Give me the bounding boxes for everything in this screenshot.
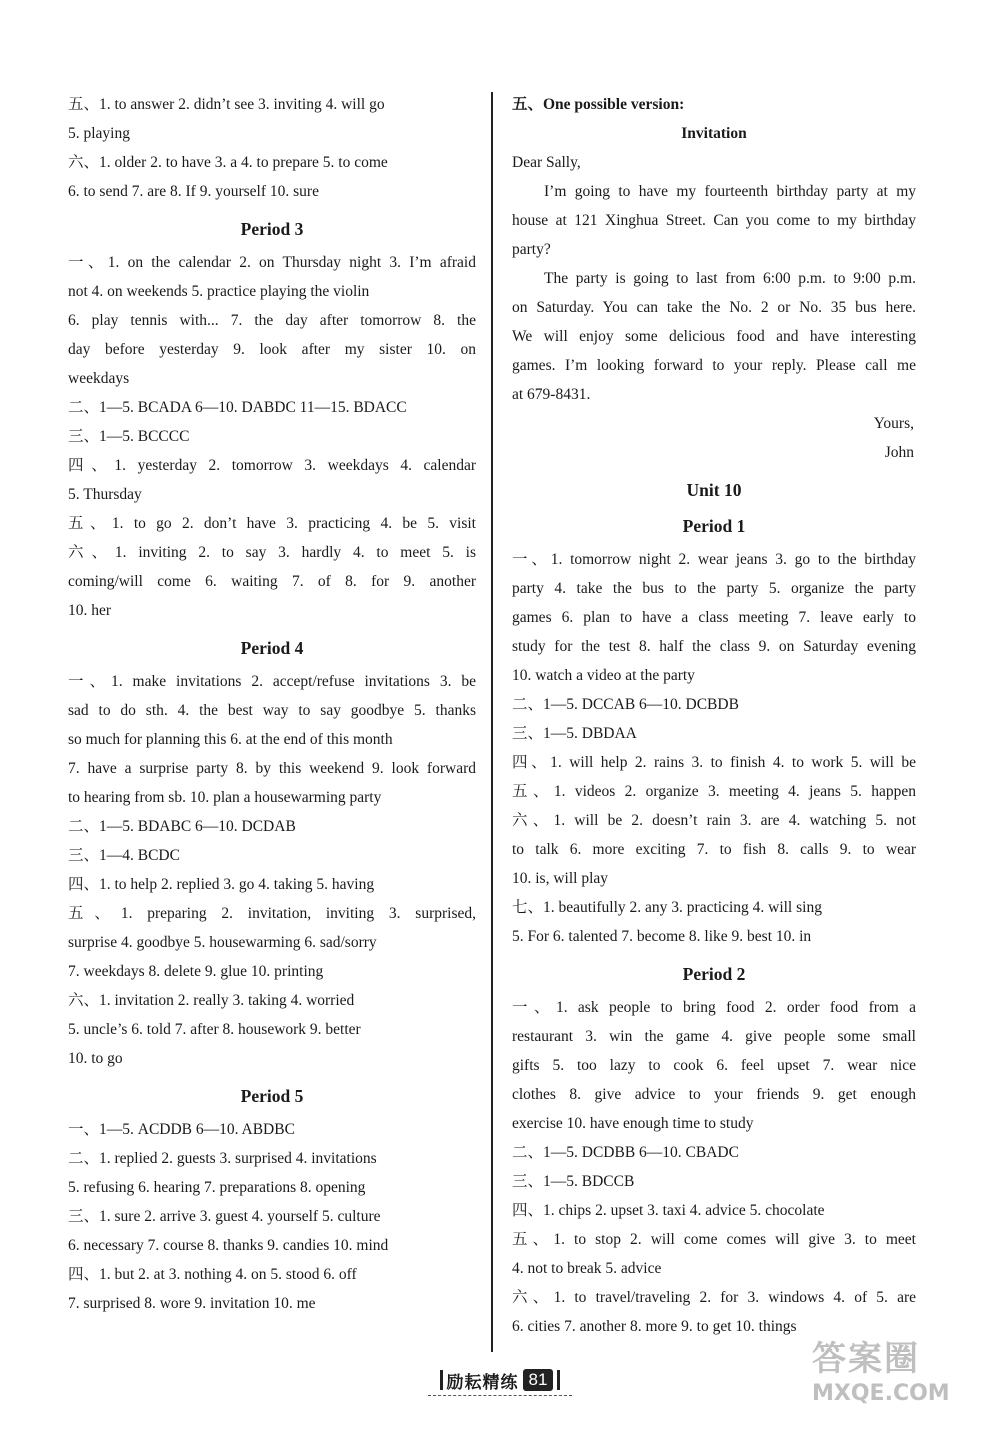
answer-line: 5. For 6. talented 7. become 8. like 9. best 10. in — [512, 928, 812, 945]
answer-line: 三、1—5. DBDAA — [512, 725, 637, 742]
page-footer — [420, 1364, 580, 1396]
answer-line: sad to do sth. 4. the best way to say goodbye 5. thanks — [68, 702, 476, 719]
section-heading-period-3: Period 3 — [240, 219, 304, 239]
section-heading-period-2: Period 2 — [682, 964, 746, 984]
answer-line: 二、1—5. DCDBB 6—10. CBADC — [512, 1144, 739, 1161]
answer-line: 五、1. to stop 2. will come comes will give 3. to meet — [512, 1231, 916, 1248]
answer-line: 7. surprised 8. wore 9. invitation 10. me — [68, 1295, 316, 1312]
watermark — [812, 1338, 992, 1423]
answer-line: surprise 4. goodbye 5. housewarming 6. sad/sorry — [68, 934, 377, 951]
essay-line: games. I’m looking forward to your reply. Please call me — [512, 357, 916, 374]
answer-line: 四、1. yesterday 2. tomorrow 3. weekdays 4. calendar — [68, 457, 476, 474]
essay-signature: John — [884, 444, 914, 461]
essay-line: party? — [512, 241, 551, 258]
answer-line: 三、1. sure 2. arrive 3. guest 4. yourself 5. culture — [68, 1208, 381, 1225]
answer-line: 一、1—5. ACDDB 6—10. ABDBC — [68, 1121, 295, 1138]
answer-line: 六、1. older 2. to have 3. a 4. to prepare 5. to come — [68, 154, 388, 171]
answer-line: 5. uncle’s 6. told 7. after 8. housework 9. better — [68, 1021, 361, 1038]
sample-essay — [512, 90, 916, 467]
section-heading-period-1: Period 1 — [682, 516, 746, 536]
answer-line: 六、1. to travel/traveling 2. for 3. windows 4. of 5. are — [512, 1289, 916, 1306]
answer-line: 6. cities 7. another 8. more 9. to get 10. things — [512, 1318, 797, 1335]
answer-line: 五、1. videos 2. organize 3. meeting 4. jeans 5. happen — [512, 783, 916, 800]
answer-line: 七、1. beautifully 2. any 3. practicing 4. will sing — [512, 899, 822, 916]
answer-line: clothes 8. give advice to your friends 9. get enough — [512, 1086, 916, 1103]
answer-line: party 4. take the bus to the party 5. organize the party — [512, 580, 916, 597]
footer-bar-right — [557, 1370, 560, 1390]
answer-line: 五、1. to answer 2. didn’t see 3. inviting 4. will go — [68, 96, 385, 113]
answer-line: to hearing from sb. 10. plan a housewarming party — [68, 789, 382, 806]
answer-line: 五、1. to go 2. don’t have 3. practicing 4. be 5. visit — [68, 515, 476, 532]
essay-line: house at 121 Xinghua Street. Can you come to my birthday — [512, 212, 916, 229]
section-heading-period-5: Period 5 — [240, 1086, 304, 1106]
answer-line: so much for planning this 6. at the end of this month — [68, 731, 393, 748]
answers-period-4 — [68, 667, 476, 1073]
essay-line: We will enjoy some delicious food and have interesting — [512, 328, 916, 345]
answers-block-top — [68, 90, 476, 206]
answer-line: 三、1—5. BDCCB — [512, 1173, 635, 1190]
answer-line: 二、1—5. BDABC 6—10. DCDAB — [68, 818, 296, 835]
answer-line: 六、1. invitation 2. really 3. taking 4. worried — [68, 992, 355, 1009]
essay-line: at 679-8431. — [512, 386, 591, 403]
answer-line: restaurant 3. win the game 4. give people some small — [512, 1028, 916, 1045]
answer-line: 二、1. replied 2. guests 3. surprised 4. invitations — [68, 1150, 377, 1167]
page-number: 81 — [523, 1369, 554, 1391]
answer-line: 4. not to break 5. advice — [512, 1260, 662, 1277]
right-column — [512, 90, 916, 1341]
answer-line: 六、1. inviting 2. to say 3. hardly 4. to meet 5. is — [68, 544, 476, 561]
essay-title: Invitation — [681, 125, 747, 142]
answer-line: to talk 6. more exciting 7. to fish 8. calls 9. to wear — [512, 841, 916, 858]
answer-line: 10. watch a video at the party — [512, 667, 695, 684]
section-heading-period-4: Period 4 — [240, 638, 304, 658]
answer-line: 6. necessary 7. course 8. thanks 9. candies 10. mind — [68, 1237, 389, 1254]
answer-line: 10. is, will play — [512, 870, 609, 887]
answer-line: not 4. on weekends 5. practice playing the violin — [68, 283, 370, 300]
essay-line: on Saturday. You can take the No. 2 or No. 35 bus here. — [512, 299, 916, 316]
answer-line: 一、1. ask people to bring food 2. order food from a — [512, 999, 916, 1016]
answer-line: 一、1. make invitations 2. accept/refuse invitations 3. be — [68, 673, 476, 690]
essay-salutation: Dear Sally, — [512, 154, 581, 171]
answer-line: 5. Thursday — [68, 486, 142, 503]
answer-line: 5. refusing 6. hearing 7. preparations 8. opening — [68, 1179, 366, 1196]
answer-line: 5. playing — [68, 125, 130, 142]
answers-period-5 — [68, 1115, 476, 1318]
answer-line: 二、1—5. BCADA 6—10. DABDC 11—15. BDACC — [68, 399, 407, 416]
answer-line: coming/will come 6. waiting 7. of 8. for 9. another — [68, 573, 476, 590]
essay-line: I’m going to have my fourteenth birthday party at my — [544, 183, 916, 200]
footer-bar-left — [440, 1370, 443, 1390]
answer-line: 10. her — [68, 602, 112, 619]
answer-line: 三、1—5. BCCCC — [68, 428, 190, 445]
answer-line: gifts 5. too lazy to cook 6. feel upset 7. wear nice — [512, 1057, 916, 1074]
footer-dashed-rule — [428, 1395, 572, 1396]
answer-line: 五、1. preparing 2. invitation, inviting 3. surprised, — [68, 905, 476, 922]
answer-line: day before yesterday 9. look after my sister 10. on — [68, 341, 476, 358]
answer-line: 四、1. but 2. at 3. nothing 4. on 5. stood 6. off — [68, 1266, 357, 1283]
answer-line: 10. to go — [68, 1050, 123, 1067]
answer-line: 6. play tennis with... 7. the day after tomorrow 8. the — [68, 312, 476, 329]
watermark-url: MXQE.COM — [812, 1381, 950, 1406]
answer-line: study for the test 8. half the class 9. on Saturday evening — [512, 638, 916, 655]
answer-line: 三、1—4. BCDC — [68, 847, 180, 864]
answer-line: 7. have a surprise party 8. by this weekend 9. look forward — [68, 760, 476, 777]
answers-period-2 — [512, 993, 916, 1341]
answers-period-1 — [512, 545, 916, 951]
answer-line: 7. weekdays 8. delete 9. glue 10. printing — [68, 963, 324, 980]
answer-line: weekdays — [68, 370, 130, 387]
answer-line: exercise 10. have enough time to study — [512, 1115, 754, 1132]
unit-heading: Unit 10 — [686, 480, 742, 500]
answer-line: games 6. plan to have a class meeting 7. leave early to — [512, 609, 916, 626]
answer-line: 6. to send 7. are 8. If 9. yourself 10. sure — [68, 183, 319, 200]
answer-line: 四、1. to help 2. replied 3. go 4. taking 5. having — [68, 876, 375, 893]
footer-brand: 励耘精练 — [446, 1372, 519, 1393]
answer-line: 六、1. will be 2. doesn’t rain 3. are 4. watching 5. not — [512, 812, 916, 829]
answer-line: 一、1. tomorrow night 2. wear jeans 3. go to the birthday — [512, 551, 916, 568]
column-divider — [491, 92, 493, 1352]
answer-line: 二、1—5. DCCAB 6—10. DCBDB — [512, 696, 739, 713]
essay-closing: Yours, — [873, 415, 914, 432]
answer-line: 一、1. on the calendar 2. on Thursday night 3. I’m afraid — [68, 254, 476, 271]
essay-label: 五、One possible version: — [512, 96, 685, 113]
answer-line: 四、1. will help 2. rains 3. to finish 4. to work 5. will be — [512, 754, 916, 771]
answers-period-3 — [68, 248, 476, 625]
watermark-logo-text: 答案圈 — [812, 1339, 920, 1379]
essay-line: The party is going to last from 6:00 p.m. to 9:00 p.m. — [544, 270, 916, 287]
left-column — [68, 90, 476, 1318]
answer-line: 四、1. chips 2. upset 3. taxi 4. advice 5. chocolate — [512, 1202, 825, 1219]
